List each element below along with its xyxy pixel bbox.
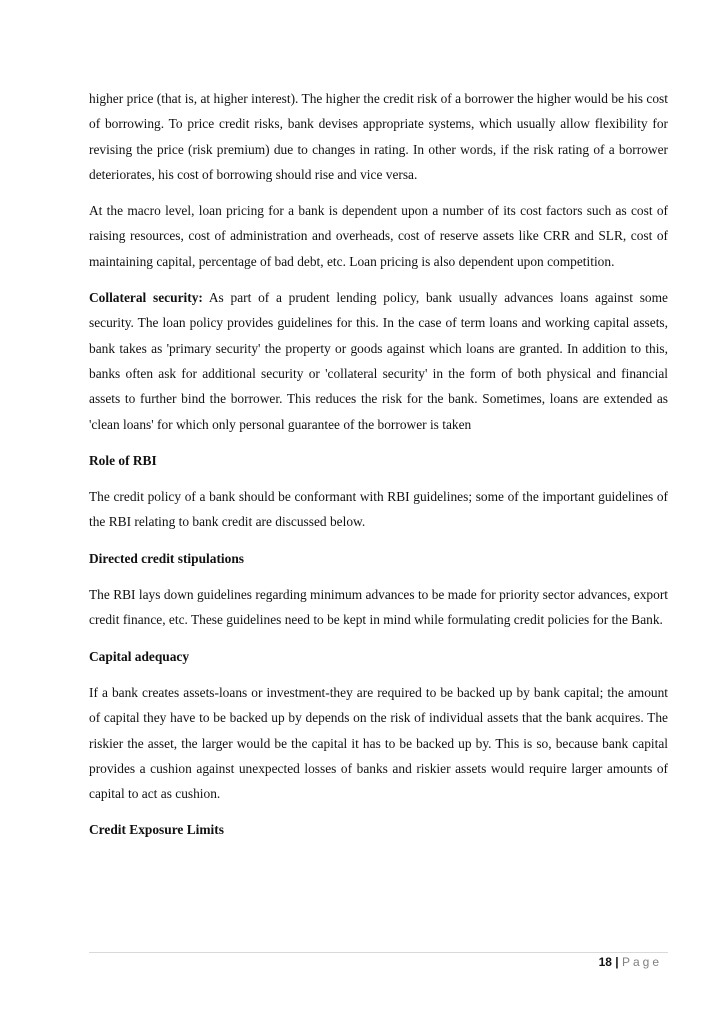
collateral-lead: Collateral security:	[89, 290, 203, 306]
paragraph-collateral-security	[89, 285, 668, 437]
page-number: 18	[598, 955, 612, 969]
page-footer	[599, 955, 662, 969]
heading-directed-credit: Directed credit stipulations	[89, 550, 244, 566]
paragraph-loan-pricing-risk: higher price (that is, at higher interest). The higher the credit risk of a borrower the higher would be his cost of borrowing. To price credit risks, bank devises appropriate systems, which usually allow flexibility for revising the price (risk premium) due to changes in rating. In other words, if the risk rating of a borrower deteriorates, his cost of borrowing should rise and vice versa.	[89, 91, 668, 182]
paragraph-role-of-rbi: The credit policy of a bank should be conformant with RBI guidelines; some of the important guidelines of the RBI relating to bank credit are discussed below.	[89, 489, 668, 530]
heading-credit-exposure-limits: Credit Exposure Limits	[89, 822, 224, 838]
paragraph-directed-credit: The RBI lays down guidelines regarding minimum advances to be made for priority sector advances, export credit finance, etc. These guidelines need to be kept in mind while formulating credit policies for the Bank.	[89, 587, 668, 628]
heading-capital-adequacy: Capital adequacy	[89, 648, 190, 664]
page-label: Page	[621, 955, 662, 969]
footer-divider	[89, 952, 668, 953]
footer-separator: |	[615, 955, 619, 969]
paragraph-capital-adequacy: If a bank creates assets-loans or investment-they are required to be backed up by bank capital; the amount of capital they have to be backed up by depends on the risk of individual assets that the bank acquires. The riskier the asset, the larger would be the capital it has to be backed up by. This is so, because bank capital provides a cushion against unexpected losses of banks and riskier assets would require larger amounts of capital to act as cushion.	[89, 684, 668, 802]
page-content	[89, 86, 668, 854]
collateral-text: As part of a prudent lending policy, bank usually advances loans against some security. The loan policy provides guidelines for this. In the case of term loans and working capital assets, bank takes as 'primary security' the property or goods against which loans are granted. In addition to this, banks often ask for additional security or 'collateral security' in the form of both physical and financial assets to further bind the borrower. This reduces the risk for the bank. Sometimes, loans are extended as 'clean loans' for which only personal guarantee of the borrower is taken	[89, 290, 668, 432]
paragraph-macro-pricing: At the macro level, loan pricing for a bank is dependent upon a number of its cost factors such as cost of raising resources, cost of administration and overheads, cost of reserve assets like CRR and SLR, cost of maintaining capital, percentage of bad debt, etc. Loan pricing is also dependent upon competition.	[89, 203, 668, 269]
heading-role-of-rbi: Role of RBI	[89, 452, 157, 468]
